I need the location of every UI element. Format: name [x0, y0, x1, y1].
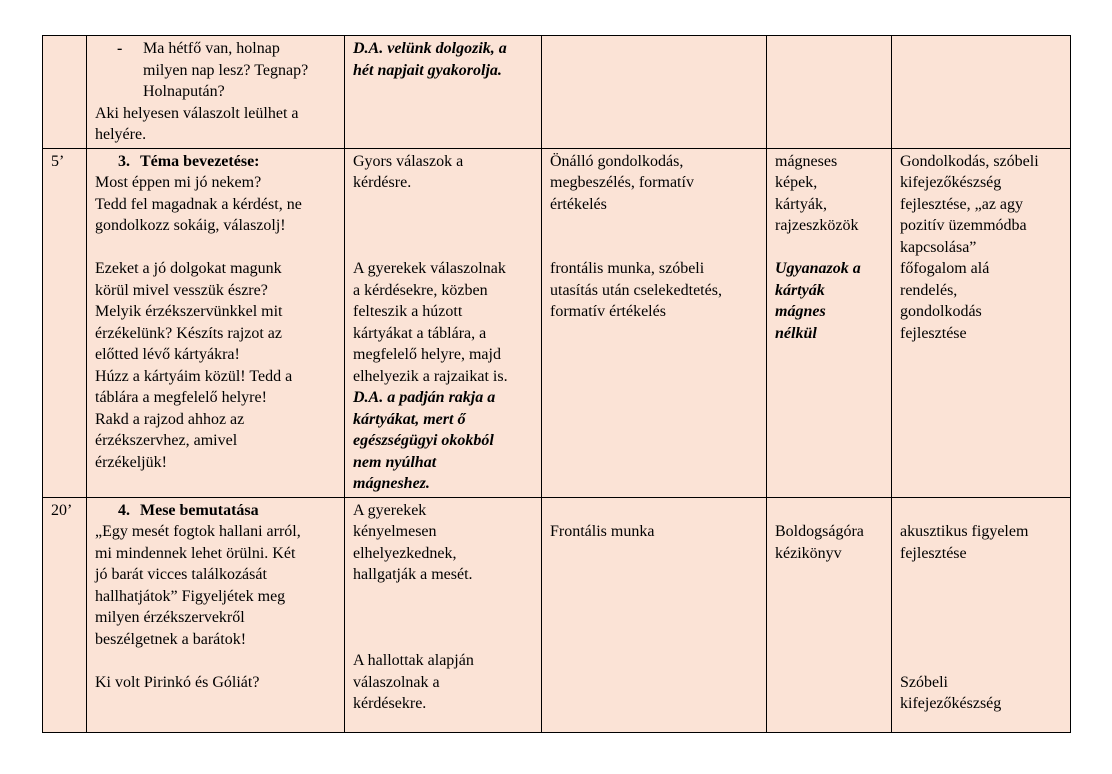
- method-cell: [542, 36, 767, 149]
- text-line: Tedd fel magadnak a kérdést, ne: [95, 195, 302, 213]
- text-line: Most éppen mi jó nekem?: [95, 174, 262, 191]
- text-line: nélkül: [775, 324, 817, 342]
- text-line: A gyerekek: [353, 501, 427, 519]
- text-line: kártyákat, mert ő: [353, 410, 466, 428]
- text-line: „Egy mesét fogtok hallani arról,: [95, 523, 301, 540]
- text-line: képek,: [775, 174, 818, 191]
- text-line: Melyik érzékszervünkkel mit: [95, 303, 283, 320]
- text-line: gondolkozz sokáig, válaszolj!: [95, 217, 286, 234]
- text-line: kapcsolása”: [900, 238, 977, 256]
- text-line: kártyák: [775, 281, 825, 299]
- text-line: értékelés: [550, 195, 607, 213]
- text-line: Ugyanazok a: [775, 260, 861, 277]
- text-line: Ki volt Pirinkó és Góliát?: [95, 673, 260, 691]
- text-line: mágnes: [775, 303, 826, 320]
- text-line: egészségügyi okokból: [353, 432, 494, 449]
- text-line: kártyák,: [775, 195, 827, 213]
- text-line: kifejezőkészség: [900, 174, 1002, 191]
- text-line: beszélgetnek a barátok!: [95, 630, 247, 648]
- text-line: kényelmesen: [353, 523, 437, 540]
- text-line: érzékeljük!: [95, 453, 167, 471]
- goal-cell: [892, 148, 1071, 497]
- tools-cell: [767, 497, 892, 732]
- text-line: kézikönyv: [775, 544, 842, 562]
- pupils-cell: [345, 36, 542, 149]
- section-heading: 3. Téma bevezetése:: [118, 152, 260, 170]
- text-line: Szóbeli: [900, 673, 948, 691]
- list-dash: -: [117, 40, 123, 57]
- text-line: fejlesztése: [900, 324, 967, 342]
- text-line: fejlesztése, „az agy: [900, 195, 1024, 213]
- tools-cell: [767, 148, 892, 497]
- text-line: Holnapután?: [143, 83, 225, 100]
- text-line: érzékelünk? Készíts rajzot az: [95, 324, 283, 342]
- text-line: mágneshez.: [353, 475, 430, 492]
- table-row: [43, 148, 1071, 497]
- text-line: A hallottak alapján: [353, 652, 474, 669]
- text-line: hallhatjátok” Figyeljétek meg: [95, 587, 286, 605]
- text-line: helyére.: [95, 126, 147, 143]
- text-line: főfogalom alá: [900, 260, 990, 277]
- text-line: formatív értékelés: [550, 303, 666, 320]
- section-heading: 4. Mese bemutatása: [118, 501, 259, 519]
- text-line: A gyerekek válaszolnak: [353, 260, 506, 277]
- method-cell: [542, 148, 767, 497]
- text-line: megfelelő helyre, majd: [353, 346, 501, 363]
- text-line: kérdésre.: [353, 174, 412, 191]
- text-line: mágneses: [775, 152, 838, 170]
- time-cell: [43, 36, 87, 149]
- text-line: Rakd a rajzod ahhoz az: [95, 410, 245, 428]
- text-line: rajzeszközök: [775, 217, 859, 234]
- activity-cell: [87, 497, 345, 732]
- text-line: Önálló gondolkodás,: [550, 152, 684, 170]
- goal-cell: [892, 497, 1071, 732]
- lesson-plan-table: [42, 35, 1071, 733]
- activity-cell: [87, 36, 345, 149]
- text-line: Frontális munka: [550, 523, 655, 540]
- text-line: elhelyezik a rajzaikat is.: [353, 367, 508, 385]
- time-cell: 5’: [43, 148, 87, 497]
- text-line: milyen érzékszervekről: [95, 609, 245, 626]
- text-line: kifejezőkészség: [900, 695, 1002, 712]
- text-line: kártyákat a táblára, a: [353, 324, 487, 342]
- text-line: frontális munka, szóbeli: [550, 260, 705, 277]
- text-line: körül mivel vesszük észre?: [95, 281, 268, 299]
- text-line: D.A. a padján rakja a: [353, 389, 496, 406]
- table-row: [43, 497, 1071, 732]
- text-line: felteszik a húzott: [353, 303, 463, 320]
- text-line: mi mindennek lehet örülni. Két: [95, 544, 296, 562]
- text-line: Gondolkodás, szóbeli: [900, 152, 1039, 170]
- text-line: utasítás után cselekedtetés,: [550, 281, 722, 299]
- text-line: Húzz a kártyáim közül! Tedd a: [95, 367, 293, 385]
- text-line: Ma hétfő van, holnap: [143, 40, 280, 57]
- activity-cell: [87, 148, 345, 497]
- text-line: akusztikus figyelem: [900, 523, 1029, 540]
- text-line: hallgatják a mesét.: [353, 566, 473, 583]
- method-cell: [542, 497, 767, 732]
- text-line: táblára a megfelelő helyre!: [95, 389, 267, 406]
- pupils-cell: [345, 148, 542, 497]
- text-line: előtted lévő kártyákra!: [95, 346, 240, 363]
- text-line: érzékszervhez, amivel: [95, 432, 238, 449]
- text-line: megbeszélés, formatív: [550, 174, 694, 191]
- text-line: válaszolnak a: [353, 673, 440, 691]
- goal-cell: [892, 36, 1071, 149]
- text-line: elhelyezkednek,: [353, 544, 457, 562]
- text-line: jó barát vicces találkozását: [95, 566, 267, 583]
- tools-cell: [767, 36, 892, 149]
- text-line: a kérdésekre, közben: [353, 281, 488, 299]
- text-line: fejlesztése: [900, 544, 967, 562]
- text-line: gondolkodás: [900, 303, 982, 320]
- text-line: Gyors válaszok a: [353, 152, 464, 170]
- text-line: Aki helyesen válaszolt leülhet a: [95, 104, 299, 122]
- pupils-cell: [345, 497, 542, 732]
- text-line: Ezeket a jó dolgokat magunk: [95, 260, 282, 277]
- time-cell: 20’: [43, 497, 87, 732]
- text-line: pozitív üzemmódba: [900, 217, 1027, 234]
- text-line: rendelés,: [900, 281, 958, 299]
- text-line: nem nyúlhat: [353, 453, 437, 471]
- text-line: D.A. velünk dolgozik, a: [353, 40, 507, 57]
- text-line: milyen nap lesz? Tegnap?: [143, 61, 309, 79]
- text-line: kérdésekre.: [353, 695, 427, 712]
- text-line: Boldogságóra: [775, 523, 864, 540]
- table-row: [43, 36, 1071, 149]
- text-line: hét napjait gyakorolja.: [353, 61, 502, 79]
